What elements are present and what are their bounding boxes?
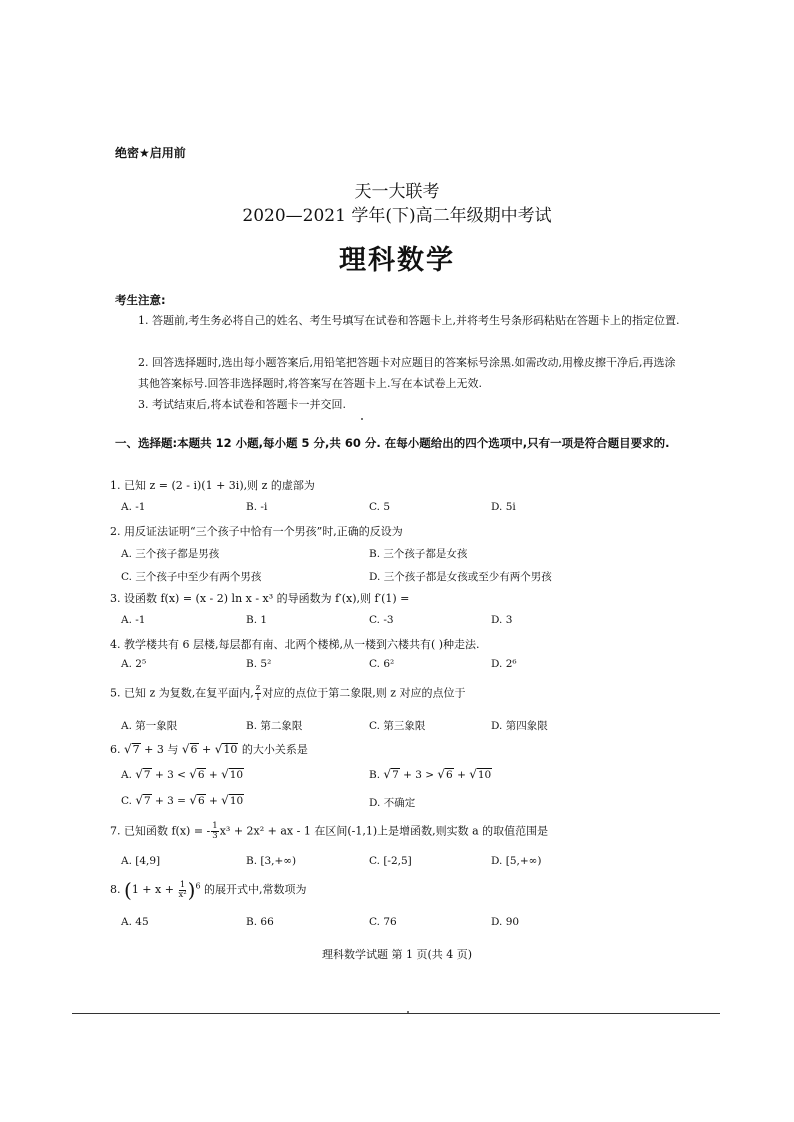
section-instructions: 一、选择题:本题共 12 小题,每小题 5 分,共 60 分. 在每小题给出的四个选项中,只有一项是符合题目要求的. <box>115 436 670 450</box>
question-7-stem-post: x³ + 2x² + ax - 1 在区间(-1,1)上是增函数,则实数 a 的取值范围是 <box>219 824 549 838</box>
question-5-stem <box>110 684 466 703</box>
question-1-option-a: A. -1 <box>121 501 146 513</box>
question-4-option-d: D. 2⁶ <box>491 658 517 670</box>
question-4-option-a: A. 2⁵ <box>121 658 147 670</box>
notice-item-2: 2. 回答选择题时,选出每小题答案后,用铅笔把答题卡对应题目的答案标号涂黑.如需改动,用橡皮擦干净后,再选涂其他答案标号.回答非选择题时,将答案写在答题卡上.写在本试卷上无效. <box>138 356 676 390</box>
scan-speck <box>407 1011 409 1013</box>
question-2-stem: 2. 用反证法证明“三个孩子中恰有一个男孩”时,正确的反设为 <box>110 525 403 538</box>
scan-speck <box>361 418 363 420</box>
question-5-stem-pre: 5. 已知 z 为复数,在复平面内, <box>110 686 254 700</box>
question-5-option-c: C. 第三象限 <box>369 720 426 732</box>
fraction-numerator: z <box>255 683 261 693</box>
question-3-option-a: A. -1 <box>121 614 146 626</box>
confidential-label: 绝密★启用前 <box>115 146 186 160</box>
exam-organizer-title: 天一大联考 <box>354 182 440 202</box>
question-5-option-a: A. 第一象限 <box>121 720 178 732</box>
question-6-option-d: D. 不确定 <box>369 797 416 809</box>
question-2-option-a: A. 三个孩子都是男孩 <box>121 548 220 560</box>
question-4-stem: 4. 教学楼共有 6 层楼,每层都有南、北两个楼梯,从一楼到六楼共有( )种走法. <box>110 638 480 651</box>
question-7-option-b: B. [3,+∞) <box>246 855 297 867</box>
question-2-option-c: C. 三个孩子中至少有两个男孩 <box>121 571 262 583</box>
page-footer: 理科数学试题 第 1 页(共 4 页) <box>321 948 473 961</box>
question-3-option-c: C. -3 <box>369 614 394 626</box>
question-4-option-b: B. 5² <box>246 658 272 670</box>
question-8-option-d: D. 90 <box>491 916 520 928</box>
question-7-option-c: C. [-2,5] <box>369 855 412 867</box>
bottom-divider <box>72 1013 720 1014</box>
fraction-one-third <box>211 822 218 841</box>
notice-item-3: 3. 考试结束后,将本试卷和答题卡一并交回. <box>138 398 346 411</box>
question-6-stem: 6. √7 + 3 与 √6 + √10 的大小关系是 <box>110 742 308 756</box>
question-3-option-d: D. 3 <box>491 614 513 626</box>
question-7-option-a: A. [4,9] <box>121 855 161 867</box>
question-4-option-c: C. 6² <box>369 658 395 670</box>
question-5-option-b: B. 第二象限 <box>246 720 303 732</box>
fraction-z-over-i <box>255 684 261 703</box>
question-1-stem: 1. 已知 z = (2 - i)(1 + 3i),则 z 的虚部为 <box>110 479 315 492</box>
fraction-numerator: 1 <box>212 821 218 831</box>
question-6-option-b: B. √7 + 3 > √6 + √10 <box>369 767 492 781</box>
notice-item-1: 1. 答题前,考生务必将自己的姓名、考生号填写在试卷和答题卡上,并将考生号条形码粘贴在答题卡上的指定位置. <box>138 314 680 327</box>
fraction-denominator: 3 <box>212 831 218 841</box>
subject-title: 理科数学 <box>339 245 455 276</box>
question-6-stem-post: 的大小关系是 <box>241 743 308 756</box>
question-7-stem <box>110 822 548 841</box>
question-8-option-c: C. 76 <box>369 916 397 928</box>
question-5-option-d: D. 第四象限 <box>491 720 548 732</box>
question-8-stem: 8. (1 + x + $\frac{1}{\text{x²}}$ )$^6$ 的展开式中,常数项为 <box>110 878 307 902</box>
notice-heading: 考生注意: <box>115 293 166 307</box>
question-7-stem-pre: 7. 已知函数 f(x) = - <box>110 824 211 838</box>
question-1-option-d: D. 5i <box>491 501 516 513</box>
question-2-option-d: D. 三个孩子都是女孩或至少有两个男孩 <box>369 571 552 583</box>
question-1-option-c: C. 5 <box>369 501 391 513</box>
question-1-option-b: B. -i <box>246 501 268 513</box>
question-8-option-b: B. 66 <box>246 916 274 928</box>
question-6-option-a: A. √7 + 3 < √6 + √10 <box>121 767 244 781</box>
question-3-stem: 3. 设函数 f(x) = (x - 2) ln x - x³ 的导函数为 f′(x),则 f′(1) = <box>110 592 410 605</box>
question-5-stem-post: 对应的点位于第二象限,则 z 对应的点位于 <box>262 686 466 700</box>
question-2-option-b: B. 三个孩子都是女孩 <box>369 548 468 560</box>
question-7-option-d: D. [5,+∞) <box>491 855 542 867</box>
question-3-option-b: B. 1 <box>246 614 268 626</box>
fraction-one-over-x-squared: $\frac{1}{\text{x²}}$ <box>178 879 187 900</box>
question-8-stem-post: 的展开式中,常数项为 <box>204 883 307 896</box>
fraction-denominator: i <box>256 693 260 703</box>
question-6-option-c: C. √7 + 3 = √6 + √10 <box>121 793 244 807</box>
exam-session-title: 2020—2021 学年(下)高二年级期中考试 <box>242 206 552 226</box>
question-8-option-a: A. 45 <box>121 916 149 928</box>
